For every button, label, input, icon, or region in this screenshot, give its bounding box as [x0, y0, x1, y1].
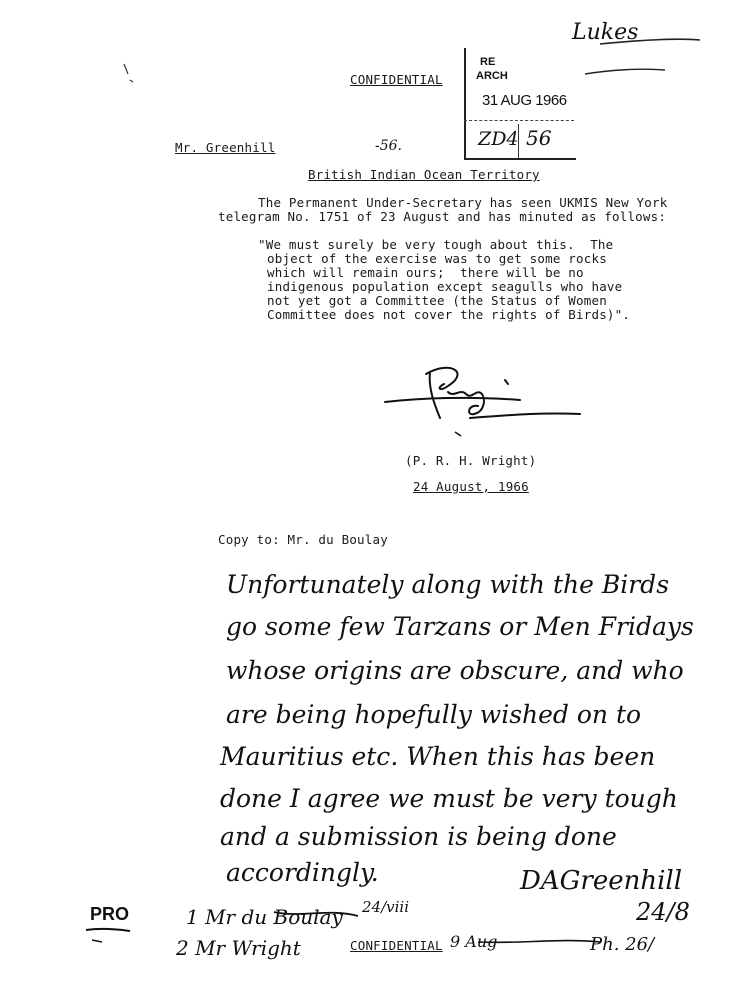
greenhill-signature: DAGreenhill	[520, 866, 683, 896]
greenhill-signature-date: 24/8	[636, 898, 690, 926]
handwritten-line: are being hopefully wished on to	[226, 700, 642, 729]
handwritten-line: accordingly.	[226, 858, 379, 887]
handwritten-line: Mauritius etc. When this has been	[220, 742, 656, 771]
quote-line: object of the exercise was to get some rocks	[267, 251, 607, 266]
quote-line: "We must surely be very tough about this. The	[258, 237, 614, 252]
intro-line-2: telegram No. 1751 of 23 August and has minuted as follows:	[218, 209, 667, 224]
handwritten-line: and a submission is being done	[220, 822, 617, 851]
routing-1: 1 Mr du Boulay	[186, 905, 343, 929]
pro-mark: PRO	[90, 904, 130, 924]
memo-date: 24 August, 1966	[413, 479, 529, 494]
signatory-name: (P. R. H. Wright)	[405, 453, 537, 468]
classification-bottom: CONFIDENTIAL	[350, 938, 443, 953]
copy-to: Copy to: Mr. du Boulay	[218, 532, 388, 547]
stamp-date: 31 AUG 1966	[482, 92, 567, 109]
handwritten-line: whose origins are obscure, and who	[226, 656, 684, 685]
quote-line: Committee does not cover the rights of Birds)".	[267, 307, 631, 322]
quote-line: not yet got a Committee (the Status of Women	[267, 293, 607, 308]
stamp-ref-right: 56	[526, 126, 552, 150]
quote-line: which will remain ours; there will be no	[267, 265, 584, 280]
handwritten-line: done I agree we must be very tough	[220, 784, 678, 813]
stamp-line-1: RE	[480, 56, 496, 68]
subject-title: British Indian Ocean Territory	[308, 167, 540, 182]
top-right-annotation: Lukes	[572, 20, 639, 45]
margin-reference: -56.	[375, 138, 402, 154]
routing-2: 2 Mr Wright	[176, 936, 301, 960]
addressee: Mr. Greenhill	[175, 140, 276, 155]
handwritten-line: Unfortunately along with the Birds	[226, 570, 670, 599]
routing-1-date: 24/viii	[362, 898, 410, 916]
stamp-line-2: ARCH	[476, 70, 508, 82]
handwritten-line: go some few Tarzans or Men Fridays	[226, 612, 694, 641]
intro-line-1: The Permanent Under-Secretary has seen UKMIS New York	[258, 195, 668, 210]
stamp-ref-left: ZD4	[478, 128, 519, 150]
routing-2-note: 9 Aug	[450, 932, 498, 951]
routing-2-initials: Ph. 26/	[590, 934, 655, 955]
classification-top: CONFIDENTIAL	[350, 72, 443, 87]
quote-line: indigenous population except seagulls who have	[267, 279, 623, 294]
